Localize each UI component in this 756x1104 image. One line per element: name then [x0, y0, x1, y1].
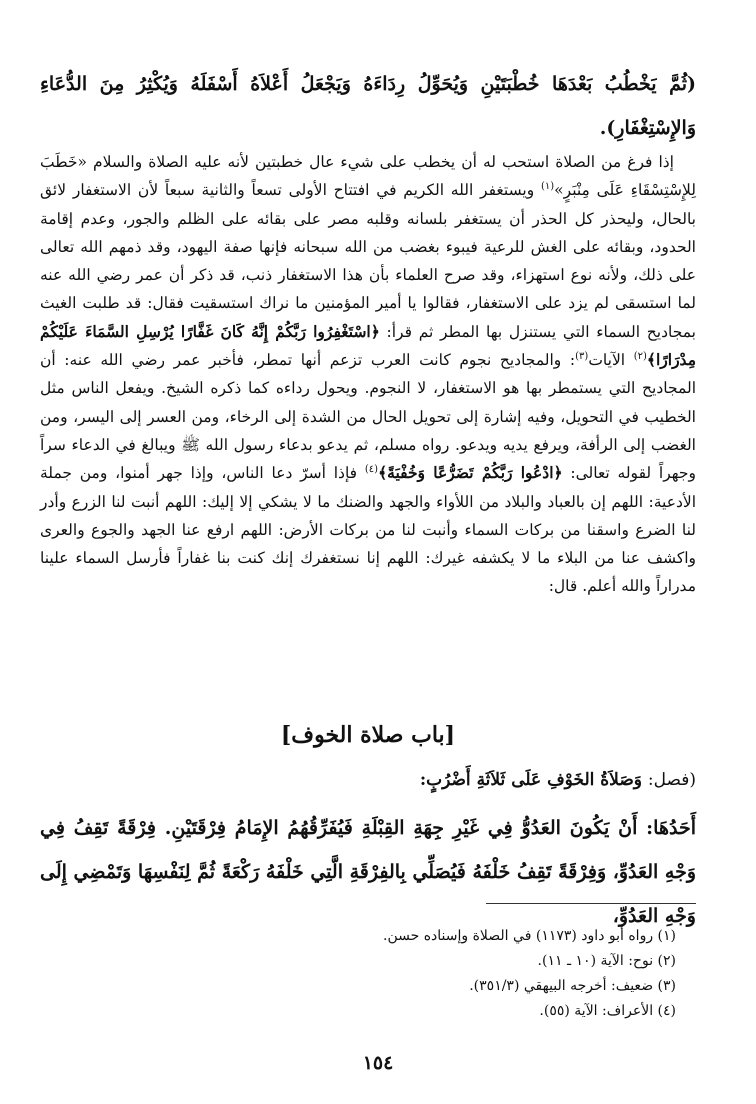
footnote-divider — [486, 903, 696, 904]
commentary-text-a: إذا فرغ من الصلاة استحب له أن يخطب على شيء عال خطبتين لأنه عليه الصلاة والسلام «خَطَبَ لِلإِسْتِسْقَاءِ عَلَى مِنْبَرٍ» — [40, 153, 696, 200]
commentary-body — [40, 148, 696, 601]
footnote-2: (٢) نوح: الآية (١٠ ـ ١١). — [537, 953, 676, 969]
commentary-text-d: فإذا أسرّ دعا الناس، وإذا جهر أمنوا، ومن جملة الأدعية: اللهم إن بالعباد والبلاد من اللأواء والجهد والضنك ما لا يشكي إلا إليك: اللهم أنبت لنا الزرع وأدر لنا الضرع واسقنا من بركات السماء وأنبت لنا من بركات الأرض: اللهم ارفع عنا الجهد والجوع والعرى واكشف عنا من البلاء ما لا يكشفه غيرك: اللهم إنا نستغفرك إنك كنت بنا غفاراً فأرسل السماء علينا مدراراً والله أعلم. قال: — [40, 464, 696, 596]
footnotes — [40, 924, 676, 1024]
page-number: ١٥٤ — [362, 1052, 394, 1074]
matn-first-type: أَحَدُهَا: أَنْ يَكُونَ العَدُوُّ فِي غَيْرِ جِهَةِ القِبْلَةِ فَيُفَرِّقُهُمُ الإِمَامُ فِرْقَتَيْنِ. فِرْقَةً تَقِفُ فِي وَجْهِ العَدُوِّ، وَفِرْقَةً تَقِفُ خَلْفَهُ فَيُصَلِّي بِالفِرْقَةِ الَّتِي خَلْفَهُ رَكْعَةً ثُمَّ لِنَفْسِهَا وَتَمْضِي إِلَى وَجْهِ العَدُوِّ، — [40, 817, 696, 927]
quran-verse-nuh: ﴿اسْتَغْفِرُوا رَبَّكُمْ إِنَّهُ كَانَ غَفَّارًا يُرْسِلِ السَّمَاءَ عَلَيْكُمْ مِدْرَارًا﴾ — [40, 321, 696, 370]
matn-opening: (ثُمَّ يَخْطُبُ بَعْدَهَا خُطْبَتَيْنِ وَيُحَوِّلُ رِدَاءَهُ وَيَجْعَلُ أَعْلاَهُ أَسْفَلَهُ وَيُكْثِرُ مِنَ الدُّعَاءِ وَالإِسْتِغْفَارِ). — [40, 73, 696, 139]
ayat-word: الآيات — [588, 351, 634, 370]
footnote-3: (٣) ضعيف: أخرجه البيهقي (٣٥١/٣). — [469, 978, 676, 994]
chapter-heading-wrap — [40, 722, 696, 748]
chapter-heading: [باب صلاة الخوف] — [280, 722, 456, 748]
footnote-1: (١) رواه أبو داود (١١٧٣) في الصلاة وإسناده حسن. — [383, 928, 676, 944]
section-intro — [40, 766, 696, 794]
footnote-4: (٤) الأعراف: الآية (٥٥). — [539, 1003, 676, 1019]
commentary-text-b: ويستغفر الله الكريم في افتتاح الأولى تسعاً والثانية سبعاً لأن الاستغفار لائق بالحال، وليحذر كل الحذر أن يستغفر بلسانه وقلبه مصر على بقائه على الظلم والجور، وعدم إقامة الحدود، وبقائه على الغش للرعية فيبوء بغضب من الله سبحانه فإنها صفة اليهود، وقد ذمهم الله تعالى على ذلك، ولأنه نوع استهزاء، وقد صرح العلماء بأن هذا الاستغفار ذنب، قد ذكر أن عمر رضي الله عنه لما استسقى لم يزد على الاستغفار، فقالوا يا أمير المؤمنين ما نراك استسقيت فقال: قد طلبت الغيث بمجاديح السماء التي يستنزل بها المطر ثم قرأ: — [40, 181, 696, 341]
fasl-text: وَصَلاَةُ الخَوْفِ عَلَى ثَلاَثَةِ أَضْرُبٍ: — [419, 770, 648, 790]
commentary-text-c: : والمجاديح نجوم كانت العرب تزعم أنها تمطر، فأخبر عمر رضي الله عنه: أن المجاديح التي يستمطر بها هو الاستغفار، لا النجوم. ويحول رداءه كما ذكره الشيخ. ويفعل الناس مثل الخطيب في التحويل، وفيه إشارة إلى تحويل الحال من الشدة إلى الرخاء، ومن العسر إلى اليسر، ومن الغضب إلى الرأفة، ويرفع يديه ويدعو. رواه مسلم، ثم يدعو بدعاء رسول الله ﷺ ويبالغ في الدعاء سراً وجهراً لقوله تعالى: — [40, 351, 696, 483]
footnote-ref-3[interactable]: (٣) — [575, 350, 589, 362]
footnote-ref-2[interactable]: (٢) — [633, 350, 647, 362]
footnote-ref-1[interactable]: (١) — [540, 181, 555, 193]
commentary-paragraph — [40, 148, 696, 601]
quran-verse-araf: ﴿ادْعُوا رَبَّكُمْ تَضَرُّعًا وَخُفْيَةً﴾ — [378, 463, 563, 483]
footnote-ref-4[interactable]: (٤) — [364, 464, 379, 476]
fasl-label: (فصل: — [647, 770, 696, 790]
